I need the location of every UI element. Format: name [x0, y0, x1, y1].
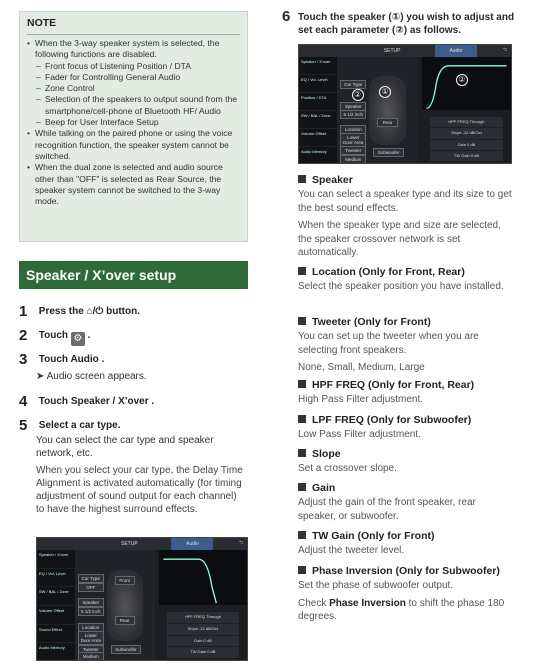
check-post: to shift the phase 180 degrees. [298, 597, 505, 622]
speaker-stage [337, 57, 418, 163]
sidebar-item[interactable]: SW / BAL / Zone [299, 111, 337, 129]
sidebar-item[interactable]: SW / BAL / Zone [37, 587, 75, 606]
param-speaker [298, 174, 513, 260]
tweeter-value[interactable]: Medium [340, 155, 366, 164]
param-slope[interactable]: Slope -12 dB/Oct [430, 128, 503, 138]
param-tweeter [298, 316, 513, 375]
param-hpf-freq [298, 379, 513, 407]
location-label[interactable]: Location [78, 623, 104, 632]
note-title: NOTE [27, 17, 240, 35]
step-2 [19, 327, 90, 346]
location-value[interactable]: Lower Door Area [78, 631, 104, 645]
step-number: 6 [282, 8, 291, 25]
square-bullet-icon [298, 317, 306, 325]
crossover-graph [159, 550, 247, 605]
step-5-desc: When you select your car type, the Delay Time Alignment is activated automatically (for timing adjustment of sound output for each channel) to have the highest surround effects. [36, 465, 243, 515]
square-bullet-icon [298, 566, 306, 574]
step-number: 4 [19, 393, 28, 410]
step-text-pre: Touch [38, 330, 71, 341]
sidebar-item[interactable]: Audio Memory [37, 643, 75, 661]
note-subitem: – Zone Control [27, 83, 240, 94]
param-desc: None, Small, Medium, Large [298, 362, 425, 373]
car-type-value[interactable]: OFF [78, 583, 104, 592]
param-list [422, 116, 511, 163]
param-desc: High Pass Filter adjustment. [298, 394, 424, 405]
sidebar-item[interactable]: Speaker / X'over [299, 57, 337, 75]
square-bullet-icon [298, 483, 306, 491]
param-desc: When the speaker type and size are selected, the speaker crossover network is set automatically. [298, 220, 501, 258]
param-list [159, 611, 247, 660]
step-3 [19, 351, 104, 368]
audio-screen-large [298, 44, 512, 164]
step-text-post: . [151, 396, 155, 407]
screen-sidebar [37, 550, 75, 660]
param-tw-gain[interactable]: TW Gain 0 dB [430, 151, 503, 161]
param-scope: (Only for Front) [354, 530, 435, 542]
sidebar-item[interactable]: Position / DTA [299, 93, 337, 111]
note-item: • While talking on the paired phone or using the voice recognition function, the speaker system cannot be switched. [27, 128, 240, 162]
note-list [27, 38, 240, 207]
step-number: 1 [19, 303, 28, 320]
step-1 [19, 303, 140, 320]
audio-tab[interactable]: Audio [171, 538, 213, 550]
param-desc: Adjust the gain of the front speaker, rear speaker, or subwoofer. [298, 497, 476, 522]
param-title: HPF FREQ [312, 379, 366, 391]
note-subitem: – Selection of the speakers to output sound from the smartphone/cell-phone of Bluetooth HF/ Audio [27, 94, 240, 117]
param-title: Tweeter [312, 316, 351, 328]
param-title: LPF FREQ [312, 414, 364, 426]
front-speaker[interactable]: Front [115, 576, 135, 585]
note-subitem: – Front focus of Listening Position / DTA [27, 61, 240, 72]
audio-tab[interactable]: Audio [435, 45, 477, 57]
speaker-value[interactable]: 6 1/2 inch [340, 110, 366, 119]
param-gain[interactable]: Gain 0 dB [167, 636, 239, 647]
step-number: 3 [19, 351, 28, 368]
param-desc: Set a crossover slope. [298, 463, 397, 474]
tweeter-value[interactable]: Medium [78, 652, 104, 661]
back-icon[interactable]: ⮌ [502, 47, 507, 53]
param-title: Location [312, 266, 356, 278]
screen-sidebar [299, 57, 337, 163]
step-number: 5 [19, 417, 28, 434]
sidebar-item[interactable]: Audio Memory [299, 147, 337, 164]
param-desc: Select the speaker position you have installed. [298, 281, 504, 292]
location-value[interactable]: Lower Door Area [340, 133, 366, 147]
setup-tab[interactable]: SETUP [121, 541, 138, 547]
param-slope [298, 448, 513, 476]
sidebar-item[interactable]: Sound Effect [37, 625, 75, 644]
param-desc: Set the phase of subwoofer output. [298, 580, 454, 591]
sidebar-item[interactable]: EQ / Vol. Level [299, 75, 337, 93]
step-bold: Speaker / X’over [70, 396, 149, 407]
gear-icon: ⚙ [71, 332, 85, 346]
step-3-result: ➤ Audio screen appears. [36, 371, 147, 382]
step-text-pre: Press the [38, 306, 87, 317]
back-icon[interactable]: ⮌ [238, 540, 243, 546]
crossover-curve [159, 550, 247, 605]
param-phase-inversion [298, 565, 513, 624]
tweeter-label[interactable]: Tweeter [78, 645, 104, 654]
param-desc: You can select a speaker type and its size to get the best sound effects. [298, 189, 512, 214]
speaker-label[interactable]: Speaker [78, 598, 104, 607]
square-bullet-icon [298, 175, 306, 183]
sidebar-item[interactable]: EQ / Vol. Level [37, 569, 75, 588]
square-bullet-icon [298, 415, 306, 423]
square-bullet-icon [298, 380, 306, 388]
square-bullet-icon [298, 449, 306, 457]
sidebar-item[interactable]: Speaker / X'over [37, 550, 75, 569]
param-hpf[interactable]: HPF FREQ Through [167, 612, 239, 623]
square-bullet-icon [298, 531, 306, 539]
param-scope: (Only for Subwoofer) [392, 565, 500, 577]
param-heading [298, 316, 513, 328]
square-bullet-icon [298, 267, 306, 275]
location-label[interactable]: Location [340, 125, 366, 134]
home-power-icon: ⌂/⏻ [86, 306, 104, 317]
screen-topbar [37, 538, 247, 550]
param-heading [298, 482, 513, 494]
note-subitem: – Beep for User Interface Setup [27, 117, 240, 128]
check-pre: Check [298, 597, 330, 609]
check-bold: Phase Inversion [329, 597, 406, 609]
param-heading [298, 565, 513, 577]
speaker-stage [75, 550, 155, 660]
step-text: Touch the speaker (①) you wish to adjust and set each parameter (②) as follows. [298, 12, 515, 36]
param-gain [298, 482, 513, 523]
param-desc: Low Pass Filter adjustment. [298, 429, 421, 440]
param-scope: (Only for Front, Rear) [355, 266, 465, 278]
rear-speaker[interactable]: Rear [377, 118, 397, 127]
step-5-line: You can select the car type and speaker network, etc. [36, 435, 214, 459]
car-type-label[interactable]: Car Type [340, 80, 366, 89]
param-desc: You can set up the tweeter when you are selecting front speakers. [298, 331, 479, 356]
speaker-value[interactable]: 6 1/2 inch [78, 607, 104, 616]
section-title: Speaker / X’over setup [19, 261, 248, 289]
tweeter-label[interactable]: Tweeter [340, 146, 366, 155]
param-title: Slope [312, 448, 341, 460]
note-item: • When the 3-way speaker system is selected, the following functions are disabled. [27, 38, 240, 61]
step-text-pre: Touch [38, 354, 71, 365]
param-desc: Adjust the tweeter level. [298, 545, 405, 556]
param-check-line [298, 597, 513, 624]
param-scope: (Only for Front, Rear) [365, 379, 475, 391]
param-scope: (Only for Front) [350, 316, 431, 328]
subwoofer-speaker[interactable]: Subwoofer [373, 148, 404, 157]
step-text-post: . [87, 330, 91, 341]
param-title: Speaker [312, 174, 353, 186]
step-4 [19, 393, 154, 410]
subwoofer-speaker[interactable]: Subwoofer [111, 645, 141, 654]
step-text: Select a car type. [38, 420, 121, 431]
marker-2-icon: ② [352, 89, 364, 101]
speaker-label[interactable]: Speaker [340, 102, 366, 111]
sidebar-item[interactable]: Volume Offset [37, 606, 75, 625]
audio-screen-small [36, 537, 248, 661]
step-5 [19, 417, 121, 434]
note-subitem: – Fader for Controlling General Audio [27, 72, 240, 83]
param-hpf[interactable]: HPF FREQ Through [430, 117, 503, 127]
param-tw-gain [298, 530, 513, 558]
sidebar-item[interactable]: Volume Offset [299, 129, 337, 147]
param-heading [298, 414, 513, 426]
note-box [19, 11, 248, 242]
param-scope: (Only for Subwoofer) [363, 414, 472, 426]
step-text-post: . [101, 354, 105, 365]
param-heading [298, 530, 513, 542]
step-bold: Audio [70, 354, 99, 365]
rear-speaker[interactable]: Rear [115, 616, 135, 625]
marker-2-icon: ② [456, 74, 468, 86]
step-text-post: button. [106, 306, 140, 317]
param-heading [298, 379, 513, 391]
step-text-pre: Touch [38, 396, 71, 407]
crossover-graph [422, 57, 511, 110]
param-gain[interactable]: Gain 0 dB [430, 140, 503, 150]
screen-topbar [299, 45, 511, 57]
param-heading [298, 448, 513, 460]
setup-tab[interactable]: SETUP [383, 48, 401, 54]
param-title: TW Gain [312, 530, 355, 542]
car-type-label[interactable]: Car Type [78, 574, 104, 583]
param-title: Phase Inversion [312, 565, 393, 577]
step-6 [282, 8, 522, 37]
param-tw-gain[interactable]: TW Gain 0 dB [167, 647, 239, 658]
marker-1-icon: ① [379, 86, 391, 98]
param-lpf-freq [298, 414, 513, 442]
param-title: Gain [312, 482, 336, 494]
step-number: 2 [19, 327, 28, 344]
param-heading [298, 174, 513, 186]
param-slope[interactable]: Slope -12 dB/Oct [167, 624, 239, 635]
param-heading [298, 266, 513, 278]
note-item: • When the dual zone is selected and audio source other than "OFF" is selected as Rear Source, the speaker system cannot be switched to the 3-way mode. [27, 162, 240, 207]
param-location [298, 266, 513, 294]
